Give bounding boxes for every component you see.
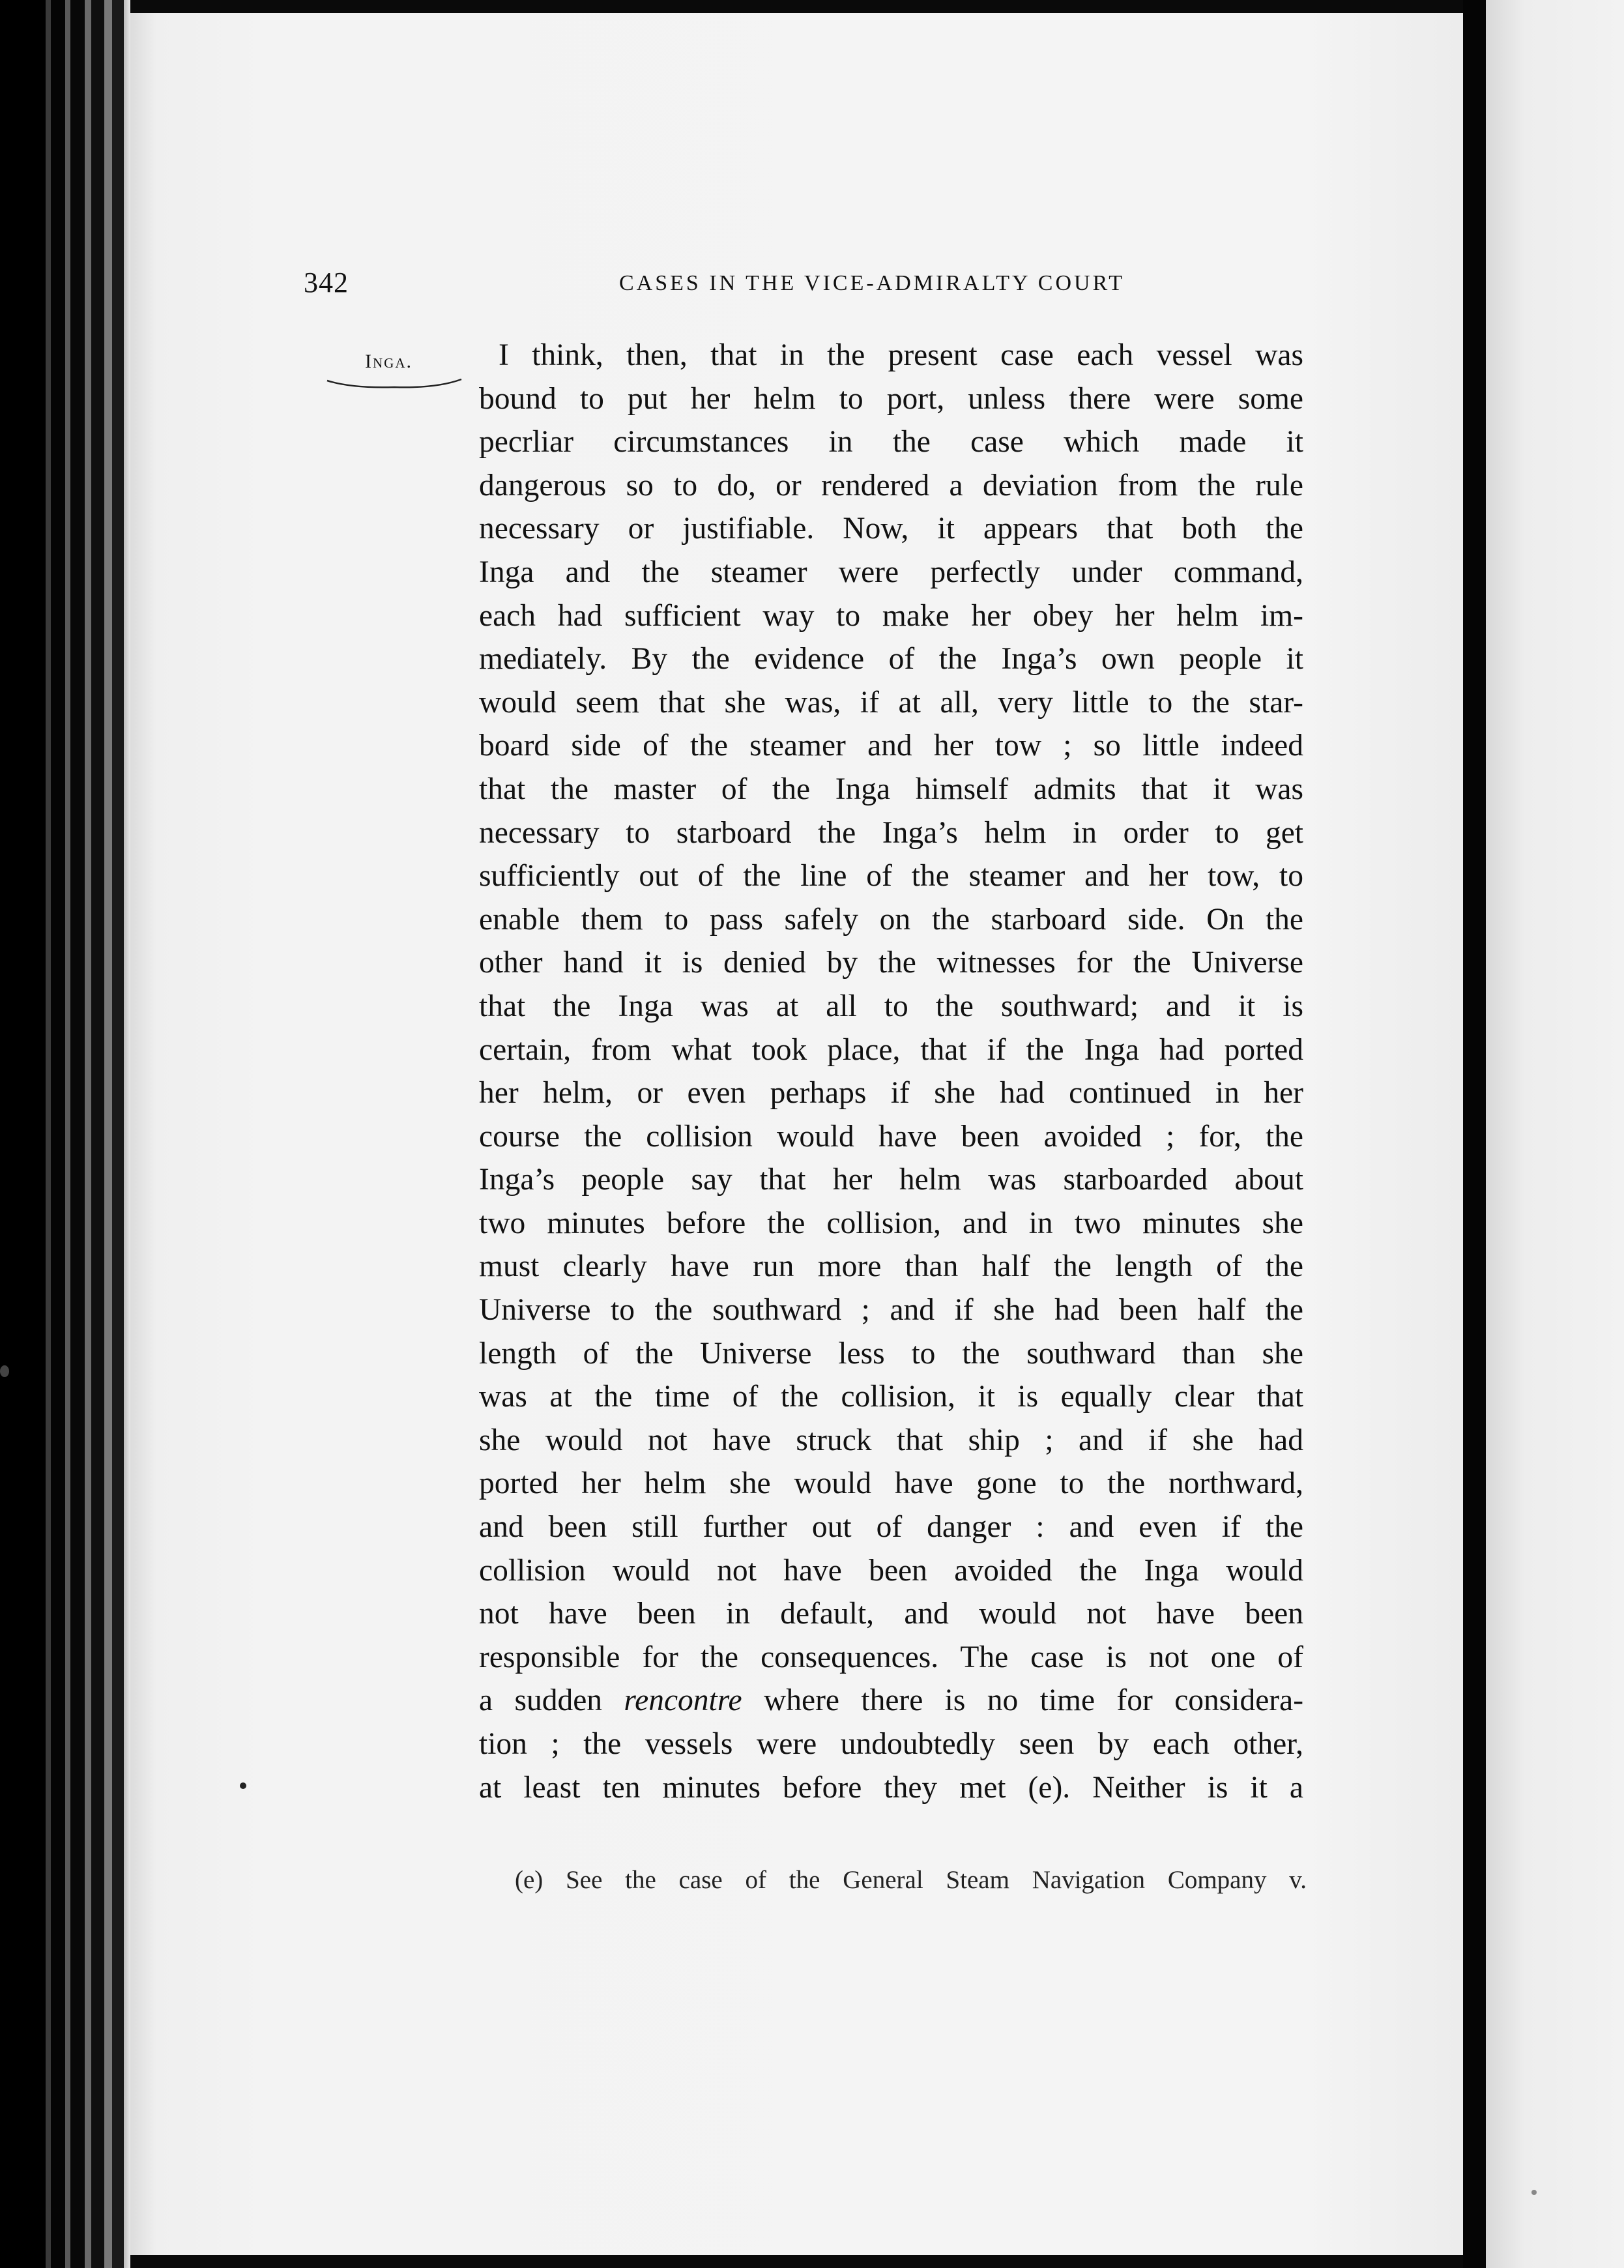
body-line — [479, 1028, 1303, 1072]
body-line-text: her helm, or even perhaps if she had continued in her — [479, 1076, 1303, 1111]
body-line-text: was at the time of the collision, it is equally clear that — [479, 1380, 1303, 1414]
body-line-text: enable them to pass safely on the starboard side. On the — [479, 902, 1303, 937]
body-line — [479, 1158, 1303, 1202]
body-line — [479, 637, 1303, 681]
body-line — [479, 551, 1303, 594]
body-line — [479, 1202, 1303, 1245]
body-line — [479, 1766, 1303, 1810]
body-line-text: that the Inga was at all to the southward; and it is — [479, 989, 1303, 1023]
body-line — [479, 1679, 1303, 1723]
body-line — [479, 420, 1303, 464]
body-line — [479, 507, 1303, 551]
body-line-text: two minutes before the collision, and in two minutes she — [479, 1206, 1303, 1240]
speck — [240, 1782, 246, 1789]
body-line-text: would seem that she was, if at all, very little to the star- — [479, 685, 1303, 720]
side-note-brace-icon — [326, 378, 463, 391]
body-line-text: ported her helm she would have gone to the northward, — [479, 1466, 1303, 1501]
body-line — [479, 811, 1303, 855]
body-line-text: Inga and the steamer were perfectly under command, — [479, 555, 1303, 589]
body-line — [479, 1288, 1303, 1332]
body-line-text: she would not have struck that ship ; and if she had — [479, 1423, 1303, 1457]
body-line — [479, 594, 1303, 638]
body-line-text: and been still further out of danger : and even if the — [479, 1510, 1303, 1545]
body-line — [479, 941, 1303, 985]
body-line — [479, 854, 1303, 898]
body-line-text: bound to put her helm to port, unless there were some — [479, 381, 1303, 416]
footnote: (e) See the case of the General Steam Navigation Company v. — [515, 1866, 1307, 1894]
body-line — [479, 1462, 1303, 1505]
body-line — [479, 1549, 1303, 1593]
body-line — [479, 724, 1303, 768]
body-line — [479, 1592, 1303, 1636]
body-line-text: Inga’s people say that her helm was starboarded about — [479, 1163, 1303, 1197]
body-line — [479, 1071, 1303, 1115]
page-number: 342 — [304, 267, 349, 298]
body-line-text: tion ; the vessels were undoubtedly seen by each other, — [479, 1727, 1303, 1761]
body-line-text: at least ten minutes before they met (e). Neither is it a — [479, 1770, 1303, 1805]
body-line — [479, 1723, 1303, 1766]
book-gutter-right — [1463, 0, 1486, 2268]
body-line — [479, 464, 1303, 508]
body-line-text: responsible for the consequences. The case is not one of — [479, 1640, 1303, 1674]
body-line-text: course the collision would have been avoided ; for, the — [479, 1119, 1303, 1154]
body-line-text: that the master of the Inga himself admits that it was — [479, 772, 1303, 806]
book-edge-left — [0, 0, 130, 2268]
body-line — [479, 985, 1303, 1028]
body-line-text: a sudden — [479, 1683, 603, 1718]
body-line — [479, 334, 1303, 377]
body-line-text: board side of the steamer and her tow ; so little indeed — [479, 729, 1303, 763]
body-line-text: other hand it is denied by the witnesses for the Universe — [479, 946, 1303, 980]
body-line — [479, 1636, 1303, 1679]
body-line — [479, 1375, 1303, 1419]
body-line-italic: rencontre — [624, 1683, 742, 1718]
body-line-text: length of the Universe less to the southward than she — [479, 1336, 1303, 1371]
side-note: Inga. — [365, 351, 413, 372]
body-line — [479, 681, 1303, 725]
body-line-text: necessary to starboard the Inga’s helm in order to get — [479, 815, 1303, 850]
body-line-text: certain, from what took place, that if the Inga had ported — [479, 1032, 1303, 1067]
body-line-text: where there is no time for considera- — [763, 1683, 1304, 1718]
body-line-text: necessary or justifiable. Now, it appears that both the — [479, 512, 1303, 546]
body-line-text: mediately. By the evidence of the Inga’s own people it — [479, 642, 1303, 676]
body-line-text: must clearly have run more than half the length of the — [479, 1249, 1303, 1284]
body-line — [479, 1419, 1303, 1462]
speck — [0, 1365, 9, 1377]
body-line — [479, 1332, 1303, 1376]
speck — [1531, 2190, 1537, 2195]
body-line-text: sufficiently out of the line of the steamer and her tow, to — [479, 859, 1303, 894]
body-line-text: pecrliar circumstances in the case which made it — [479, 425, 1303, 459]
body-line — [479, 1245, 1303, 1288]
body-line — [479, 377, 1303, 421]
body-line-text: each had sufficient way to make her obey her helm im- — [479, 598, 1303, 633]
running-head: CASES IN THE VICE-ADMIRALTY COURT — [619, 271, 1125, 295]
body-line-text: not have been in default, and would not have been — [479, 1597, 1303, 1631]
body-line — [479, 1115, 1303, 1159]
body-line — [479, 1505, 1303, 1549]
next-page-edge — [1486, 0, 1624, 2268]
body-line-text: I think, then, that in the present case each vessel was — [499, 338, 1303, 372]
body-line — [479, 898, 1303, 942]
body-line-text: dangerous so to do, or rendered a deviation from the rule — [479, 468, 1303, 502]
body-line — [479, 768, 1303, 811]
body-line-text: collision would not have been avoided the Inga would — [479, 1553, 1303, 1588]
body-line-text: Universe to the southward ; and if she had been half the — [479, 1293, 1303, 1328]
body-text — [479, 334, 1303, 1809]
